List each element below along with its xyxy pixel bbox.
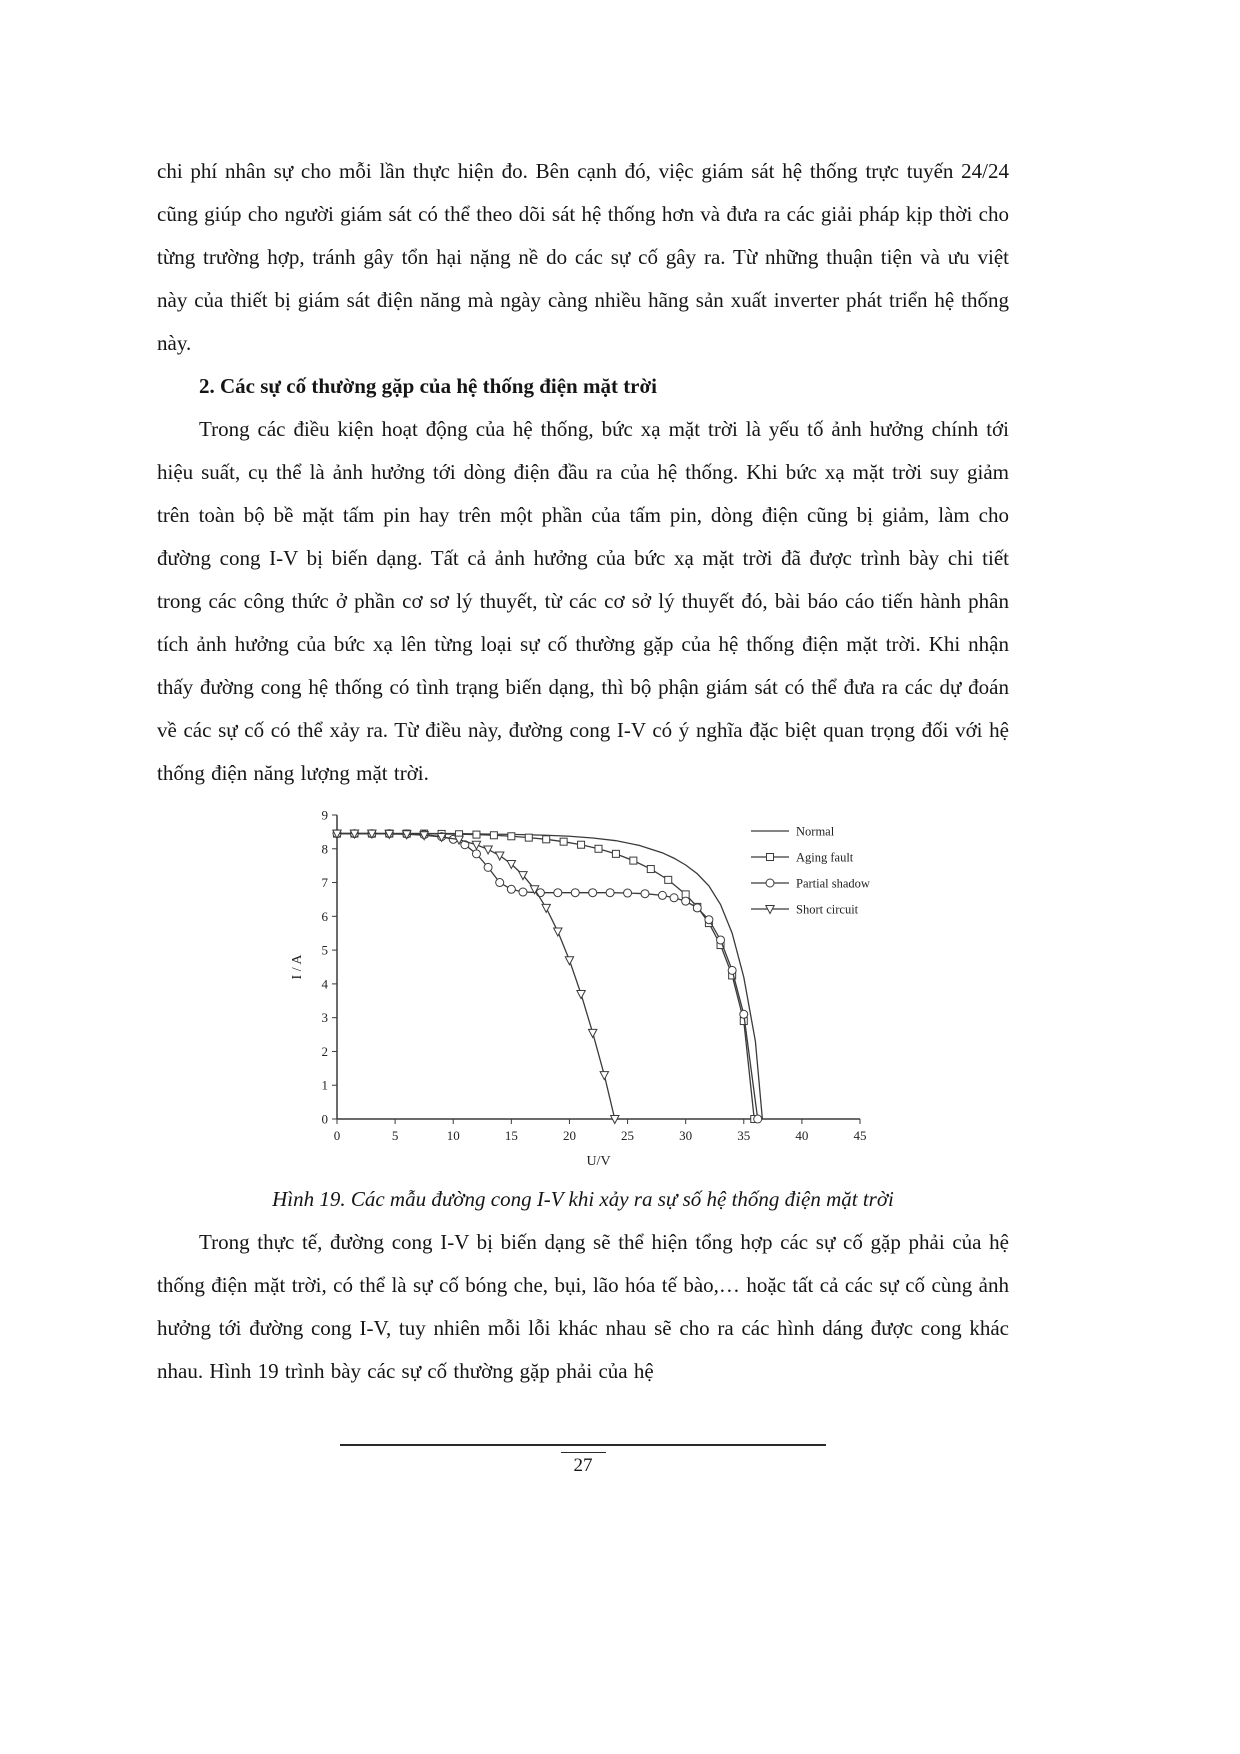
svg-text:1: 1 — [321, 1077, 328, 1093]
svg-text:U/V: U/V — [586, 1154, 611, 1169]
svg-text:3: 3 — [321, 1010, 328, 1026]
iv-chart-svg — [285, 801, 885, 1173]
svg-text:8: 8 — [321, 841, 328, 857]
svg-text:20: 20 — [562, 1128, 576, 1143]
paragraph-3: Trong thực tế, đường cong I-V bị biến dạng sẽ thể hiện tổng hợp các sự cố gặp phải của hệ thống điện mặt trời, có thể là sự cố bóng che, bụi, lão hóa tế bào,… hoặc tất cả các sự cố cùng ảnh hưởng tới đường cong I-V, tuy nhiên mỗi lỗi khác nhau sẽ cho ra các hình dáng được cong khác nhau. Hình 19 trình bày các sự cố thường gặp phải của hệ — [157, 1230, 1009, 1383]
svg-text:45: 45 — [853, 1128, 867, 1143]
svg-text:0: 0 — [321, 1111, 328, 1127]
svg-text:15: 15 — [504, 1128, 518, 1143]
svg-text:7: 7 — [321, 875, 328, 891]
footer-divider — [340, 1444, 826, 1446]
svg-text:5: 5 — [321, 942, 328, 958]
svg-text:4: 4 — [321, 976, 328, 992]
svg-text:35: 35 — [737, 1128, 751, 1143]
svg-text:5: 5 — [391, 1128, 399, 1143]
svg-text:Aging fault: Aging fault — [796, 850, 854, 865]
page-number: 27 — [561, 1452, 606, 1478]
svg-text:2: 2 — [321, 1043, 328, 1059]
svg-text:10: 10 — [446, 1128, 460, 1143]
section-heading: 2. Các sự cố thường gặp của hệ thống điện mặt trời — [199, 374, 657, 398]
svg-text:Short circuit: Short circuit — [796, 902, 859, 917]
svg-text:6: 6 — [321, 908, 328, 924]
svg-text:30: 30 — [679, 1128, 693, 1143]
svg-text:Normal: Normal — [796, 824, 835, 839]
page-footer — [157, 1444, 1009, 1478]
paragraph-1: chi phí nhân sự cho mỗi lần thực hiện đo. Bên cạnh đó, việc giám sát hệ thống trực tuyến 24/24 cũng giúp cho người giám sát có thể theo dõi sát hệ thống hơn và đưa ra các giải pháp kịp thời cho từng trường hợp, tránh gây tổn hại nặng nề do các sự cố gây ra. Từ những thuận tiện và ưu việt này của thiết bị giám sát điện năng mà ngày càng nhiều hãng sản xuất inverter phát triển hệ thống này. — [157, 159, 1009, 355]
svg-text:Partial shadow: Partial shadow — [796, 876, 870, 891]
svg-text:0: 0 — [333, 1128, 341, 1143]
paragraph-2: Trong các điều kiện hoạt động của hệ thống, bức xạ mặt trời là yếu tố ảnh hưởng chính tới hiệu suất, cụ thể là ảnh hưởng tới dòng điện đầu ra của hệ thống. Khi bức xạ mặt trời suy giảm trên toàn bộ bề mặt tấm pin hay trên một phần của tấm pin, dòng điện cũng bị giảm, làm cho đường cong I-V bị biến dạng. Tất cả ảnh hưởng của bức xạ mặt trời đã được trình bày chi tiết trong các công thức ở phần cơ sơ lý thuyết, từ các cơ sở lý thuyết đó, bài báo cáo tiến hành phân tích ảnh hưởng của bức xạ lên từng loại sự cố thường gặp của hệ thống điện mặt trời. Khi nhận thấy đường cong hệ thống có tình trạng biến dạng, thì bộ phận giám sát có thể đưa ra các dự đoán về các sự cố có thể xảy ra. Từ điều này, đường cong I-V có ý nghĩa đặc biệt quan trọng đối với hệ thống điện năng lượng mặt trời. — [157, 417, 1009, 785]
svg-text:9: 9 — [321, 807, 328, 823]
svg-text:25: 25 — [621, 1128, 635, 1143]
svg-text:I / A: I / A — [290, 954, 305, 980]
iv-curve-figure — [285, 801, 1009, 1178]
svg-text:40: 40 — [795, 1128, 809, 1143]
document-page — [157, 150, 1009, 1476]
figure-caption: Hình 19. Các mẫu đường cong I-V khi xảy ra sự số hệ thống điện mặt trời — [272, 1187, 894, 1211]
